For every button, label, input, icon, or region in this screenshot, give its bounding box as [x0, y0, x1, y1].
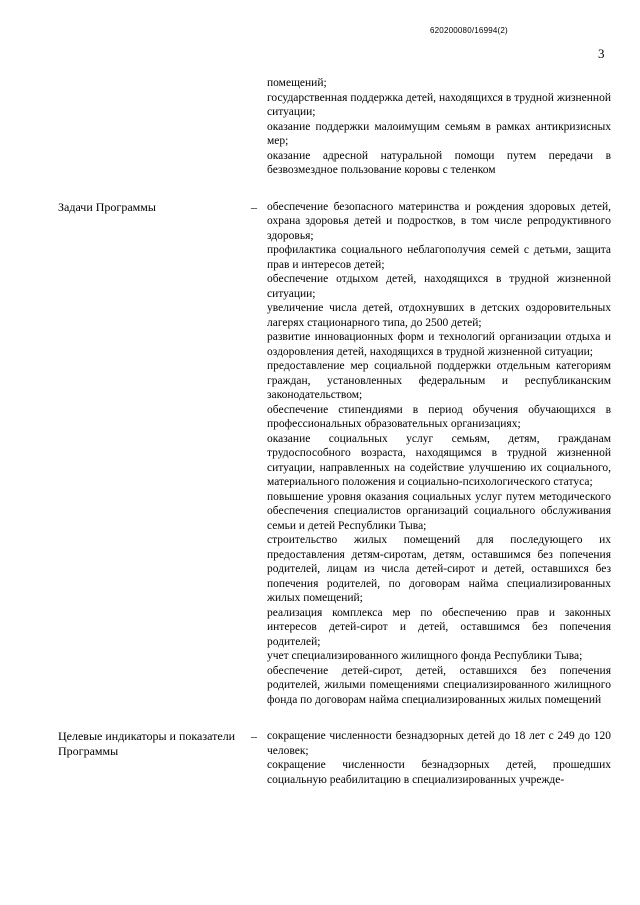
list-item: строительство жилых помещений для последующего их предоставления детям-сиротам, детям, оставшимся без попечения родителей, лицам из числа детей-сирот и детей, оставшихся без попечения родителей, по договорам найма специализированных жилых помещений; [267, 534, 611, 604]
list-item: увеличение числа детей, отдохнувших в детских оздоровительных лагерях стационарного типа, до 2500 детей; [267, 302, 611, 329]
list-item: оказание поддержки малоимущим семьям в рамках антикризисных мер; [267, 120, 611, 147]
tasks-items [267, 200, 611, 708]
continuation-section [0, 76, 640, 178]
indicators-items [267, 729, 611, 787]
list-item: государственная поддержка детей, находящихся в трудной жизненной ситуации; [267, 91, 611, 118]
list-item: учет специализированного жилищного фонда Республики Тыва; [267, 650, 583, 662]
list-item: оказание адресной натуральной помощи путем передачи в безвозмездное пользование коровы с теленком [267, 149, 611, 176]
continuation-label [0, 76, 251, 178]
list-item: предоставление мер социальной поддержки отдельным категориям граждан, установленных федеральным и республиканским законодательством; [267, 360, 611, 401]
tasks-section [0, 200, 640, 708]
list-item: повышение уровня оказания социальных услуг путем методического обеспечения специалистов организаций социального обслуживания семьи и детей Республики Тыва; [267, 490, 611, 532]
list-item: профилактика социального неблагополучия семей с детьми, защита прав и интересов детей; [267, 244, 611, 271]
list-item: сокращение численности безнадзорных детей до 18 лет с 249 до 120 человек; [267, 730, 611, 757]
list-item: обеспечение отдыхом детей, находящихся в трудной жизненной ситуации; [267, 273, 611, 300]
list-item: оказание социальных услуг семьям, детям, гражданам трудоспособного возраста, находящимся в трудной жизненной ситуации, направленных на содействие улучшению их социального, материального положения и социально-психологического статуса; [267, 432, 611, 488]
list-item: развитие инновационных форм и технологий организации отдыха и оздоровления детей, находящихся в трудной жизненной ситуации; [267, 331, 611, 358]
program-passport-table [0, 76, 640, 787]
tasks-dash: – [251, 199, 257, 214]
list-item: сокращение численности безнадзорных детей, прошедших социальную реабилитацию в специализированных учрежде- [267, 759, 611, 786]
page-number: 3 [598, 46, 605, 61]
continuation-items [267, 76, 611, 178]
list-item: обеспечение стипендиями в период обучения обучающихся в профессиональных образовательных организациях; [267, 403, 611, 430]
tasks-label: Задачи Программы [58, 199, 156, 214]
list-item: реализация комплекса мер по обеспечению прав и законных интересов детей-сирот и детей, оставшимся без попечения родителей; [267, 606, 611, 648]
indicators-label: Целевые индикаторы и показатели Программы [58, 729, 236, 758]
list-item: помещений; [267, 77, 327, 89]
indicators-dash: – [251, 729, 257, 743]
list-item: обеспечение безопасного материнства и рождения здоровых детей, охрана здоровья детей и подростков, в том числе репродуктивного здоровья; [267, 200, 611, 242]
list-item: обеспечение детей-сирот, детей, оставшихся без попечения родителей, жилыми помещениями специализированного жилищного фонда по договорам найма специализированных жилых помещений [267, 664, 611, 706]
document-code: 620200080/16994(2) [430, 26, 508, 35]
indicators-section [0, 729, 640, 787]
